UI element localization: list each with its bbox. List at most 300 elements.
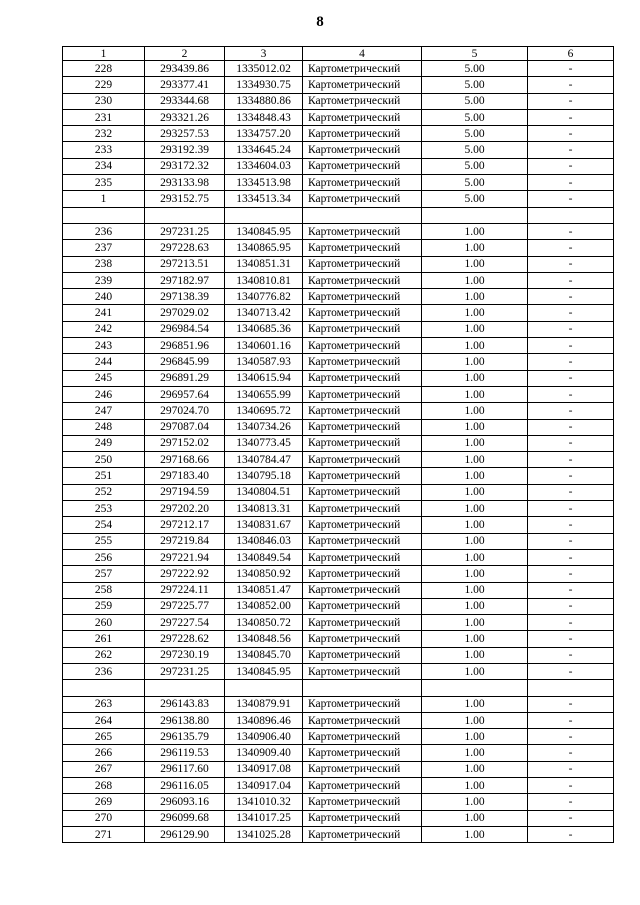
accuracy-cell: 1.00 [422,435,528,451]
note-cell: - [528,223,614,239]
x-coordinate-cell: 296957.64 [145,386,225,402]
y-coordinate-cell: 1340804.51 [225,484,303,500]
method-cell: Картометрический [303,289,422,305]
accuracy-cell: 5.00 [422,61,528,77]
y-coordinate-cell: 1340906.40 [225,729,303,745]
table-row [63,175,614,191]
point-number-cell: 263 [63,696,145,712]
y-coordinate-cell: 1340851.31 [225,256,303,272]
y-coordinate-cell: 1340615.94 [225,370,303,386]
point-number-cell: 231 [63,109,145,125]
x-coordinate-cell: 297231.25 [145,223,225,239]
x-coordinate-cell: 293172.32 [145,158,225,174]
table-row [63,615,614,631]
y-coordinate-cell: 1340896.46 [225,712,303,728]
point-number-cell: 236 [63,663,145,679]
point-number-cell: 254 [63,517,145,533]
empty-cell [303,207,422,223]
y-coordinate-cell: 1340734.26 [225,419,303,435]
method-cell: Картометрический [303,582,422,598]
accuracy-cell: 1.00 [422,338,528,354]
point-number-cell: 250 [63,452,145,468]
accuracy-cell: 1.00 [422,240,528,256]
accuracy-cell: 1.00 [422,419,528,435]
method-cell: Картометрический [303,517,422,533]
point-number-cell: 245 [63,370,145,386]
point-number-cell: 268 [63,778,145,794]
x-coordinate-cell: 296143.83 [145,696,225,712]
x-coordinate-cell: 297230.19 [145,647,225,663]
method-cell: Картометрический [303,403,422,419]
note-cell: - [528,305,614,321]
note-cell: - [528,615,614,631]
point-number-cell: 269 [63,794,145,810]
table-row [63,370,614,386]
accuracy-cell: 5.00 [422,93,528,109]
y-coordinate-cell: 1340917.08 [225,761,303,777]
y-coordinate-cell: 1340845.70 [225,647,303,663]
table-row [63,419,614,435]
method-cell: Картометрический [303,810,422,826]
y-coordinate-cell: 1341010.32 [225,794,303,810]
table-row [63,452,614,468]
point-number-cell: 238 [63,256,145,272]
note-cell: - [528,77,614,93]
point-number-cell: 228 [63,61,145,77]
y-coordinate-cell: 1334930.75 [225,77,303,93]
table-row [63,484,614,500]
empty-cell [145,207,225,223]
column-header: 5 [422,47,528,61]
accuracy-cell: 1.00 [422,272,528,288]
x-coordinate-cell: 297138.39 [145,289,225,305]
y-coordinate-cell: 1340917.04 [225,778,303,794]
table-row [63,403,614,419]
accuracy-cell: 1.00 [422,289,528,305]
empty-cell [63,207,145,223]
y-coordinate-cell: 1340852.00 [225,598,303,614]
x-coordinate-cell: 296099.68 [145,810,225,826]
y-coordinate-cell: 1340813.31 [225,501,303,517]
x-coordinate-cell: 297228.62 [145,631,225,647]
point-number-cell: 242 [63,321,145,337]
accuracy-cell: 1.00 [422,256,528,272]
x-coordinate-cell: 297213.51 [145,256,225,272]
accuracy-cell: 1.00 [422,566,528,582]
point-number-cell: 232 [63,126,145,142]
point-number-cell: 258 [63,582,145,598]
table-row [63,272,614,288]
note-cell: - [528,517,614,533]
column-header: 2 [145,47,225,61]
accuracy-cell: 1.00 [422,826,528,842]
x-coordinate-cell: 297152.02 [145,435,225,451]
method-cell: Картометрический [303,223,422,239]
column-header: 3 [225,47,303,61]
point-number-cell: 253 [63,501,145,517]
accuracy-cell: 5.00 [422,175,528,191]
x-coordinate-cell: 293192.39 [145,142,225,158]
note-cell: - [528,403,614,419]
point-number-cell: 264 [63,712,145,728]
note-cell: - [528,240,614,256]
method-cell: Картометрический [303,761,422,777]
x-coordinate-cell: 296891.29 [145,370,225,386]
accuracy-cell: 1.00 [422,778,528,794]
method-cell: Картометрический [303,729,422,745]
y-coordinate-cell: 1340851.47 [225,582,303,598]
accuracy-cell: 1.00 [422,549,528,565]
note-cell: - [528,191,614,207]
table-row [63,386,614,402]
table-row [63,77,614,93]
empty-cell [422,207,528,223]
y-coordinate-cell: 1334645.24 [225,142,303,158]
note-cell: - [528,810,614,826]
table-row [63,549,614,565]
note-cell: - [528,370,614,386]
table-row [63,810,614,826]
method-cell: Картометрический [303,549,422,565]
table-row [63,435,614,451]
point-number-cell: 234 [63,158,145,174]
note-cell: - [528,729,614,745]
y-coordinate-cell: 1335012.02 [225,61,303,77]
method-cell: Картометрический [303,794,422,810]
accuracy-cell: 1.00 [422,729,528,745]
empty-cell [145,680,225,696]
y-coordinate-cell: 1334513.34 [225,191,303,207]
accuracy-cell: 1.00 [422,452,528,468]
note-cell: - [528,566,614,582]
table-row [63,582,614,598]
column-header: 4 [303,47,422,61]
table-row [63,109,614,125]
point-number-cell: 262 [63,647,145,663]
table-row [63,598,614,614]
x-coordinate-cell: 297219.84 [145,533,225,549]
x-coordinate-cell: 296093.16 [145,794,225,810]
point-number-cell: 233 [63,142,145,158]
x-coordinate-cell: 293439.86 [145,61,225,77]
note-cell: - [528,289,614,305]
accuracy-cell: 1.00 [422,745,528,761]
point-number-cell: 256 [63,549,145,565]
point-number-cell: 266 [63,745,145,761]
method-cell: Картометрический [303,77,422,93]
table-row [63,794,614,810]
method-cell: Картометрический [303,566,422,582]
y-coordinate-cell: 1340601.16 [225,338,303,354]
note-cell: - [528,452,614,468]
y-coordinate-cell: 1334848.43 [225,109,303,125]
accuracy-cell: 1.00 [422,370,528,386]
note-cell: - [528,663,614,679]
x-coordinate-cell: 293152.75 [145,191,225,207]
note-cell: - [528,93,614,109]
method-cell: Картометрический [303,142,422,158]
x-coordinate-cell: 297227.54 [145,615,225,631]
x-coordinate-cell: 296138.80 [145,712,225,728]
method-cell: Картометрический [303,468,422,484]
note-cell: - [528,712,614,728]
point-number-cell: 271 [63,826,145,842]
method-cell: Картометрический [303,370,422,386]
table-row [63,745,614,761]
x-coordinate-cell: 296117.60 [145,761,225,777]
x-coordinate-cell: 297182.97 [145,272,225,288]
accuracy-cell: 1.00 [422,386,528,402]
method-cell: Картометрический [303,745,422,761]
accuracy-cell: 1.00 [422,615,528,631]
method-cell: Картометрический [303,256,422,272]
point-number-cell: 251 [63,468,145,484]
y-coordinate-cell: 1334513.98 [225,175,303,191]
note-cell: - [528,126,614,142]
table-row [63,729,614,745]
empty-cell [303,680,422,696]
point-number-cell: 239 [63,272,145,288]
accuracy-cell: 1.00 [422,484,528,500]
x-coordinate-cell: 296984.54 [145,321,225,337]
note-cell: - [528,468,614,484]
method-cell: Картометрический [303,126,422,142]
note-cell: - [528,321,614,337]
note-cell: - [528,794,614,810]
x-coordinate-cell: 297231.25 [145,663,225,679]
note-cell: - [528,631,614,647]
x-coordinate-cell: 297168.66 [145,452,225,468]
accuracy-cell: 1.00 [422,810,528,826]
note-cell: - [528,338,614,354]
accuracy-cell: 1.00 [422,598,528,614]
method-cell: Картометрический [303,712,422,728]
y-coordinate-cell: 1340850.92 [225,566,303,582]
accuracy-cell: 1.00 [422,403,528,419]
coordinates-table [62,46,614,843]
y-coordinate-cell: 1340865.95 [225,240,303,256]
x-coordinate-cell: 297212.17 [145,517,225,533]
x-coordinate-cell: 296116.05 [145,778,225,794]
y-coordinate-cell: 1340909.40 [225,745,303,761]
x-coordinate-cell: 293321.26 [145,109,225,125]
accuracy-cell: 1.00 [422,663,528,679]
table-row [63,191,614,207]
point-number-cell: 257 [63,566,145,582]
note-cell: - [528,272,614,288]
y-coordinate-cell: 1340795.18 [225,468,303,484]
point-number-cell: 260 [63,615,145,631]
table-row [63,647,614,663]
note-cell: - [528,647,614,663]
method-cell: Картометрический [303,386,422,402]
note-cell: - [528,158,614,174]
table-row [63,501,614,517]
y-coordinate-cell: 1340848.56 [225,631,303,647]
method-cell: Картометрический [303,452,422,468]
accuracy-cell: 5.00 [422,109,528,125]
accuracy-cell: 1.00 [422,631,528,647]
note-cell: - [528,696,614,712]
point-number-cell: 230 [63,93,145,109]
method-cell: Картометрический [303,484,422,500]
empty-cell [63,680,145,696]
note-cell: - [528,533,614,549]
note-cell: - [528,61,614,77]
accuracy-cell: 1.00 [422,696,528,712]
note-cell: - [528,826,614,842]
note-cell: - [528,175,614,191]
y-coordinate-cell: 1340845.95 [225,223,303,239]
table-row [63,126,614,142]
page-number: 8 [316,14,324,30]
x-coordinate-cell: 297222.92 [145,566,225,582]
accuracy-cell: 5.00 [422,191,528,207]
x-coordinate-cell: 297202.20 [145,501,225,517]
table-row [63,566,614,582]
point-number-cell: 265 [63,729,145,745]
accuracy-cell: 5.00 [422,126,528,142]
y-coordinate-cell: 1341025.28 [225,826,303,842]
method-cell: Картометрический [303,435,422,451]
x-coordinate-cell: 297225.77 [145,598,225,614]
column-header: 1 [63,47,145,61]
table-row [63,631,614,647]
point-number-cell: 229 [63,77,145,93]
point-number-cell: 1 [63,191,145,207]
separator-row [63,680,614,696]
x-coordinate-cell: 296135.79 [145,729,225,745]
accuracy-cell: 5.00 [422,77,528,93]
method-cell: Картометрический [303,191,422,207]
note-cell: - [528,484,614,500]
table-row [63,696,614,712]
x-coordinate-cell: 296845.99 [145,354,225,370]
accuracy-cell: 1.00 [422,794,528,810]
table-row [63,289,614,305]
point-number-cell: 243 [63,338,145,354]
accuracy-cell: 1.00 [422,305,528,321]
y-coordinate-cell: 1340846.03 [225,533,303,549]
method-cell: Картометрический [303,533,422,549]
table-body [63,61,614,843]
y-coordinate-cell: 1340713.42 [225,305,303,321]
method-cell: Картометрический [303,338,422,354]
empty-cell [422,680,528,696]
y-coordinate-cell: 1340879.91 [225,696,303,712]
point-number-cell: 236 [63,223,145,239]
x-coordinate-cell: 297194.59 [145,484,225,500]
accuracy-cell: 1.00 [422,501,528,517]
y-coordinate-cell: 1340831.67 [225,517,303,533]
table-row [63,354,614,370]
method-cell: Картометрический [303,158,422,174]
method-cell: Картометрический [303,272,422,288]
table-row [63,158,614,174]
empty-cell [528,207,614,223]
method-cell: Картометрический [303,778,422,794]
x-coordinate-cell: 296851.96 [145,338,225,354]
note-cell: - [528,761,614,777]
method-cell: Картометрический [303,305,422,321]
point-number-cell: 247 [63,403,145,419]
point-number-cell: 255 [63,533,145,549]
note-cell: - [528,549,614,565]
y-coordinate-cell: 1340695.72 [225,403,303,419]
point-number-cell: 246 [63,386,145,402]
point-number-cell: 270 [63,810,145,826]
point-number-cell: 240 [63,289,145,305]
accuracy-cell: 5.00 [422,142,528,158]
y-coordinate-cell: 1341017.25 [225,810,303,826]
accuracy-cell: 1.00 [422,712,528,728]
point-number-cell: 241 [63,305,145,321]
accuracy-cell: 1.00 [422,533,528,549]
note-cell: - [528,386,614,402]
column-header: 6 [528,47,614,61]
method-cell: Картометрический [303,419,422,435]
accuracy-cell: 1.00 [422,468,528,484]
table-row [63,712,614,728]
y-coordinate-cell: 1340810.81 [225,272,303,288]
accuracy-cell: 1.00 [422,647,528,663]
x-coordinate-cell: 293133.98 [145,175,225,191]
table-row [63,142,614,158]
note-cell: - [528,501,614,517]
note-cell: - [528,598,614,614]
table-row [63,468,614,484]
point-number-cell: 261 [63,631,145,647]
y-coordinate-cell: 1340849.54 [225,549,303,565]
table-row [63,61,614,77]
x-coordinate-cell: 296129.90 [145,826,225,842]
point-number-cell: 244 [63,354,145,370]
point-number-cell: 267 [63,761,145,777]
point-number-cell: 249 [63,435,145,451]
table-row [63,305,614,321]
accuracy-cell: 5.00 [422,158,528,174]
accuracy-cell: 1.00 [422,223,528,239]
table-row [63,240,614,256]
method-cell: Картометрический [303,61,422,77]
note-cell: - [528,109,614,125]
method-cell: Картометрический [303,826,422,842]
x-coordinate-cell: 297221.94 [145,549,225,565]
accuracy-cell: 1.00 [422,761,528,777]
note-cell: - [528,142,614,158]
table-row [63,256,614,272]
method-cell: Картометрический [303,598,422,614]
table-row [63,826,614,842]
method-cell: Картометрический [303,175,422,191]
accuracy-cell: 1.00 [422,321,528,337]
table-row [63,778,614,794]
x-coordinate-cell: 293377.41 [145,77,225,93]
point-number-cell: 259 [63,598,145,614]
x-coordinate-cell: 297224.11 [145,582,225,598]
method-cell: Картометрический [303,321,422,337]
table-row [63,517,614,533]
point-number-cell: 252 [63,484,145,500]
x-coordinate-cell: 297024.70 [145,403,225,419]
y-coordinate-cell: 1334604.03 [225,158,303,174]
note-cell: - [528,354,614,370]
y-coordinate-cell: 1334757.20 [225,126,303,142]
note-cell: - [528,256,614,272]
y-coordinate-cell: 1340784.47 [225,452,303,468]
method-cell: Картометрический [303,240,422,256]
y-coordinate-cell: 1340776.82 [225,289,303,305]
